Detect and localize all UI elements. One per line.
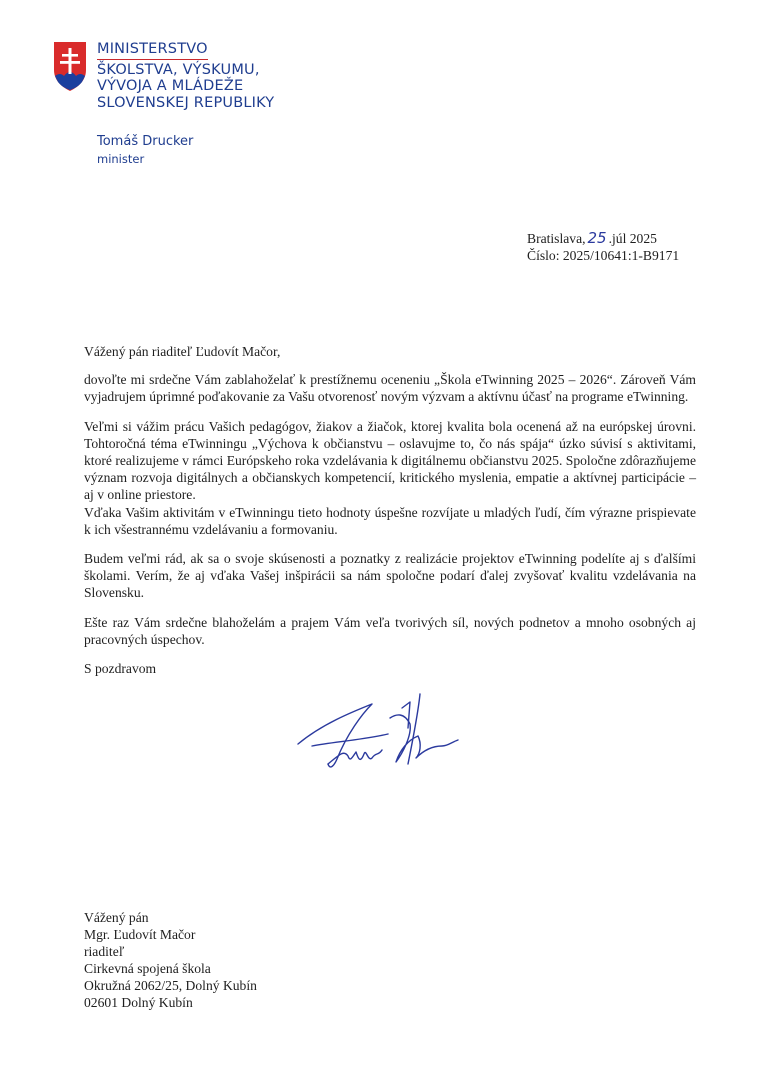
body-paragraph: Veľmi si vážim prácu Vašich pedagógov, žiakov a žiačok, ktorej kvalita bola ocenená až na európskej úrovni. Tohtoročná téma eTwinningu „Výchova k občianstvu – oslavujme to, čo nás spája“ úzko súvisí s aktivitami, ktoré realizujeme v rámci Európskeho roka vzdelávania k digitálnemu občianstvu 2025. Spoločne zdôrazňujeme význam rozvoja digitálnych a občianskych kompetencií, kritického myslenia, empatie a aktívnej participácie – aj v online priestore. Vďaka Vašim aktivitám v eTwinningu tieto hodnoty úspešne rozvíjate u mladých ľudí, čím výrazne prispievate k ich všestrannému vzdelávaniu a formovaniu. — [84, 418, 696, 537]
date-place: Bratislava, — [527, 231, 586, 246]
address-line: Mgr. Ľudovít Mačor — [84, 927, 196, 942]
body-paragraph: Budem veľmi rád, ak sa o svoje skúsenosti a poznatky z realizácie projektov eTwinning podelíte aj s ďalšími školami. Verím, že aj vďaka Vašej inšpirácii sa nám spoločne podarí ďalej zvyšovať kvalitu vzdelávania na Slovensku. — [84, 551, 696, 601]
slovak-coat-of-arms-icon — [52, 40, 88, 92]
ministry-name-line: VÝVOJA A MLÁDEŽE — [97, 78, 244, 94]
address-line: Cirkevná spojená škola — [84, 961, 211, 976]
closing: S pozdravom — [84, 661, 157, 677]
ministry-name-line: ŠKOLSTVA, VÝSKUMU, — [97, 61, 260, 78]
minister-role: minister — [97, 152, 145, 166]
body-paragraph: dovoľte mi srdečne Vám zablahoželať k prestížnemu oceneniu „Škola eTwinning 2025 – 2026“. Zároveň Vám vyjadrujem úprimné poďakovanie za Vašu otvorenosť novým výzvam a aktívnu účasť na programe eTwinning. — [84, 372, 696, 405]
dateline — [527, 230, 679, 264]
ministry-name-line: SLOVENSKEJ REPUBLIKY — [97, 94, 275, 111]
address-line: 02601 Dolný Kubín — [84, 995, 193, 1010]
recipient-address — [84, 909, 257, 1011]
address-line: Vážený pán — [84, 910, 149, 925]
address-line: riaditeľ — [84, 944, 125, 959]
date-month-year: .júl 2025 — [608, 231, 657, 246]
ministry-name — [97, 41, 274, 111]
date-day-handwritten: 25 — [587, 229, 607, 247]
ministry-name-line: MINISTERSTVO — [97, 41, 208, 60]
address-line: Okružná 2062/25, Dolný Kubín — [84, 978, 257, 993]
body-paragraph: Ešte raz Vám srdečne blahoželám a prajem Vám veľa tvorivých síl, nových podnetov a mnoho osobných aj pracovných úspechov. — [84, 614, 696, 647]
date — [527, 230, 679, 247]
letter-body — [84, 343, 696, 689]
minister-name: Tomáš Drucker — [97, 134, 194, 149]
salutation: Vážený pán riaditeľ Ľudovít Mačor, — [84, 344, 281, 359]
handwritten-signature — [292, 684, 462, 784]
reference-number: Číslo: 2025/10641:1-B9171 — [527, 248, 680, 263]
